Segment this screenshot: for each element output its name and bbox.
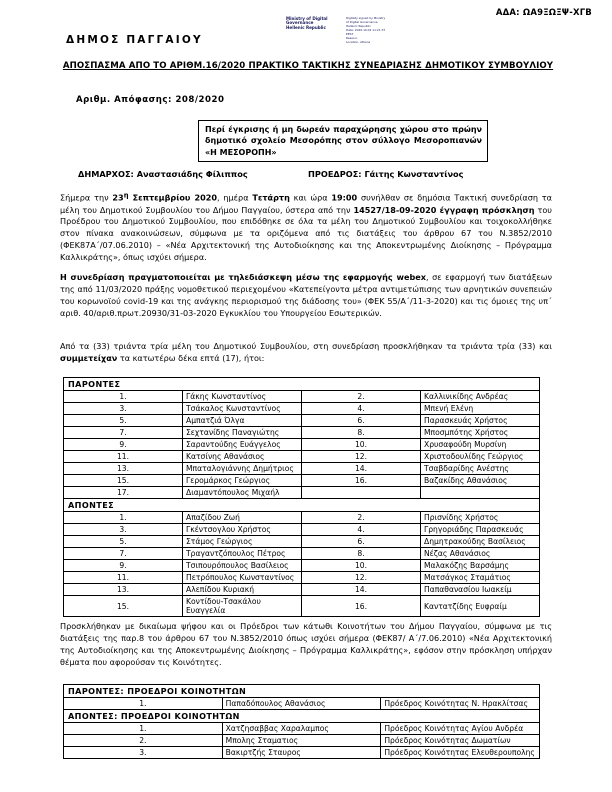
member-name: Γάκης Κωνσταντίνος [183, 391, 302, 403]
member-name: Κατσίνης Αθανάσιος [183, 451, 302, 463]
community-president-role: Πρόεδρος Κοινότητας Ελευθερουπολης [381, 747, 540, 759]
row-index: 1. [64, 512, 183, 524]
digital-signature-stamp [286, 17, 420, 44]
p1-protocol-number: 14527/18-09-2020 έγγραφη πρόσκληση [353, 204, 535, 215]
table-row [64, 524, 540, 536]
row-index: 10. [302, 439, 421, 451]
row-index: 11. [64, 572, 183, 584]
member-name: Πετρόπουλος Κωνσταντίνος [183, 572, 302, 584]
member-name: Γκέντσογλου Χρήστος [183, 524, 302, 536]
member-name: Καλλινικίδης Ανδρέας [421, 391, 540, 403]
member-name: Σεχτανίδης Παναγιώτης [183, 427, 302, 439]
stamp-org-line-1: Ministry of Digital [286, 16, 328, 21]
member-name: Σαραντούδης Ευάγγελος [183, 439, 302, 451]
p2-text: , σε εφαρμογή των διατάξεων της από 11/03/2020 πράξης νομοθετικού περιεχομένου «Κατεπείγοντα μέτρα αντιμετώπισης των αρνητικών συνεπειών του κορωνοϊού covid-19 και της ανάγκης περιορισμού της διάδοσης του» (ΦΕΚ 55/Α΄/11-3-2020) και τις όμοιες της υπ΄ αριθ. 40/αριθ.πρωτ.20930/31-03-2020 Εγκυκλίου του Υπουργείου Εσωτερικών. [60, 272, 553, 318]
p1-weekday: Τετάρτη [252, 192, 290, 203]
p1-text-4: συνήλθαν σε δημόσια Τακτική συνεδρίαση τα μέλη του Δημοτικού Συμβουλίου του Δήμου Παγγαίου, ύστερα από την [60, 192, 552, 215]
p1-month: Σεπτεμβρίου 2020 [128, 192, 217, 203]
present-communities-section-header: ΠΑΡΟΝΤΕΣ: ΠΡΟΕΔΡΟΙ ΚΟΙΝΟΤΗΤΩΝ [64, 685, 540, 698]
table-row [64, 487, 540, 499]
member-name: Διαμαντόπουλος Μιχαήλ [183, 487, 302, 499]
table-row [64, 403, 540, 415]
stamp-detail-line-4: Date: 2020.10.02 11:21:37 [346, 27, 386, 32]
p3-text-2: τα κατωτέρω δέκα επτά (17), ήτοι: [117, 352, 265, 363]
table-row [64, 747, 540, 759]
row-index [302, 487, 421, 499]
table-section-header-row [64, 378, 540, 391]
subject-box: Περί έγκρισης ή μη δωρεάν παραχώρησης χώρου στο πρώην δημοτικό σχολείο Μεσορόπης στον σύλλογο Μεσοροπιανών «Η ΜΕΣΟΡΟΠΗ» [198, 120, 488, 162]
community-president-role: Πρόεδρος Κοινότητας Αγίου Ανδρέα [381, 723, 540, 735]
row-index: 4. [302, 524, 421, 536]
row-index: 12. [302, 572, 421, 584]
table-row [64, 451, 540, 463]
table-section-header-row [64, 499, 540, 512]
row-index: 5. [64, 536, 183, 548]
paragraph-community-presidents: Προσκλήθηκαν με δικαίωμα ψήφου και οι Πρόεδροι των κάτωθι Κοινοτήτων του Δήμου Παγγαίου, σύμφωνα με τις διατάξεις της παρ.8 του άρθρου 67 του Ν.3852/2010 όπως ισχύει σήμερα (ΦΕΚ87/ Α΄/7.06.2010) «Νέα Αρχιτεκτονική της Αυτοδιοίκησης και της Αποκεντρωμένης Διοίκησης – Πρόγραμμα Καλλικράτης», εφόσον στην πρόσκληση υπήρχαν θέματα που αφορούσαν τις Κοινότητες. [60, 621, 552, 667]
member-name: Μπαταλογιάννης Δημήτριος [183, 463, 302, 475]
row-index: 6. [302, 536, 421, 548]
row-index: 10. [302, 560, 421, 572]
row-index: 3. [64, 747, 223, 759]
p1-date-suffix: η [123, 191, 129, 199]
council-members-table [63, 377, 540, 617]
table-row [64, 698, 540, 710]
member-name: Στάμος Γεώργιος [183, 536, 302, 548]
member-name: Τσαβδαρίδης Ανέστης [421, 463, 540, 475]
officials-row [78, 169, 548, 179]
row-index: 14. [302, 463, 421, 475]
member-name: Δημητρακούδης Βασίλειος [421, 536, 540, 548]
row-index: 1. [64, 391, 183, 403]
paragraph-session-convening [60, 191, 552, 264]
table-row [64, 415, 540, 427]
p1-text-5: του Προέδρου του Δημοτικού Συμβουλίου, που επιδόθηκε σε όλα τα μέλη του Δημοτικού Συμβουλίου και τοιχοκολλήθηκε στον πίνακα ανακοινώσεων, σύμφωνα με τα οριζόμενα από τις διατάξεις του άρθρου 67 του Ν.3852/2010 (ΦΕΚ87Α΄/07.06.2010) – «Νέα Αρχιτεκτονική της Αυτοδιοίκησης και της Αποκεντρωμένης Διοίκησης – Πρόγραμμα Καλλικράτης», όπως ισχύει σήμερα. [60, 204, 552, 263]
community-president-role: Πρόεδρος Κοινότητας Ν. Ηρακλίτσας [381, 698, 540, 710]
table-row [64, 512, 540, 524]
row-index: 7. [64, 548, 183, 560]
row-index: 6. [302, 415, 421, 427]
member-name: Αμπατζιά Όλγα [183, 415, 302, 427]
row-index: 2. [302, 391, 421, 403]
absent-section-header: ΑΠΟΝΤΕΣ [64, 499, 540, 512]
p1-time: 19:00 [331, 192, 358, 203]
row-index: 11. [64, 451, 183, 463]
row-index: 8. [302, 548, 421, 560]
stamp-detail-line-6: Reason: [346, 35, 358, 40]
member-name: Νέζας Αθανάσιος [421, 548, 540, 560]
table-row [64, 391, 540, 403]
member-name: Ματσάγκος Σταμάτιος [421, 572, 540, 584]
p1-text-2: , ημέρα [217, 192, 253, 203]
absent-communities-section-header: ΑΠΟΝΤΕΣ: ΠΡΟΕΔΡΟΙ ΚΟΙΝΟΤΗΤΩΝ [64, 710, 540, 723]
table-row [64, 560, 540, 572]
president-label: ΠΡΟΕΔΡΟΣ: [308, 169, 362, 179]
member-name: Χρυσαφούδη Μυρσίνη [421, 439, 540, 451]
p3-text-1: Από τα (33) τριάντα τρία μέλη του Δημοτικού Συμβουλίου, στη συνεδρίαση προσκλήθηκαν τα τριάντα τρία (33) και [60, 341, 552, 351]
row-index: 16. [302, 596, 421, 617]
page-title: ΑΠΟΣΠΑΣΜΑ ΑΠΟ ΤΟ ΑΡΙΘΜ.16/2020 ΠΡΑΚΤΙΚΟ ΤΑΚΤΙΚΗΣ ΣΥΝΕΔΡΙΑΣΗΣ ΔΗΜΟΤΙΚΟΥ ΣΥΜΒΟΥΛΙΟΥ [62, 61, 554, 71]
stamp-org-line-3: Hellenic Republic [286, 24, 326, 30]
row-index: 2. [302, 512, 421, 524]
member-name: Καντατζίδης Ευφραίμ [421, 596, 540, 617]
member-name: Τραγαντζόπουλος Πέτρος [183, 548, 302, 560]
row-index: 12. [302, 451, 421, 463]
table-row [64, 572, 540, 584]
row-index: 7. [64, 427, 183, 439]
table-row [64, 439, 540, 451]
table-row [64, 427, 540, 439]
row-index: 9. [64, 439, 183, 451]
p1-text-1: Σήμερα την [60, 192, 113, 203]
row-index: 15. [64, 596, 183, 617]
table-row [64, 723, 540, 735]
member-name: Μποσμπότης Χρήστος [421, 427, 540, 439]
president-name: Γάιτης Κωνσταντίνος [364, 169, 464, 179]
stamp-detail-line-1: Digitally signed by Ministry [346, 16, 386, 20]
table-row [64, 584, 540, 596]
community-president-name: Βακιρτζής Σταυρος [222, 747, 381, 759]
member-name: Απαζίδου Ζωή [183, 512, 302, 524]
paragraph-attendance-summary [60, 341, 552, 365]
row-index: 9. [64, 560, 183, 572]
municipality-title: ΔΗΜΟΣ ΠΑΓΓΑΙΟΥ [66, 34, 203, 46]
row-index: 2. [64, 735, 223, 747]
mayor-entry [78, 169, 308, 179]
member-name: Βαζακίδης Αθανάσιος [421, 475, 540, 487]
row-index: 8. [302, 427, 421, 439]
member-name: Παπαθανασίου Ιωακείμ [421, 584, 540, 596]
member-name: Αλεπίδου Κυριακή [183, 584, 302, 596]
row-index: 15. [64, 475, 183, 487]
member-name: Μαλακόζης Βαρσάμης [421, 560, 540, 572]
member-name: Τσάκαλος Κωνσταντίνος [183, 403, 302, 415]
table-section-header-row [64, 710, 540, 723]
row-index: 3. [64, 403, 183, 415]
present-section-header: ΠΑΡΟΝΤΕΣ [64, 378, 540, 391]
member-name [421, 487, 540, 499]
mayor-label: ΔΗΜΑΡΧΟΣ: [78, 169, 134, 179]
member-name: Γερομάρκος Γεώργιος [183, 475, 302, 487]
stamp-org-line-2: Governance [286, 20, 314, 26]
table-row [64, 475, 540, 487]
row-index: 5. [64, 415, 183, 427]
p3-bold-participated: συμμετείχαν [60, 352, 118, 363]
president-entry [308, 169, 548, 179]
row-index: 17. [64, 487, 183, 499]
member-name: Μπενή Ελένη [421, 403, 540, 415]
member-name: Πρισνίδης Χρήστος [421, 512, 540, 524]
table-row [64, 548, 540, 560]
row-index: 1. [64, 723, 223, 735]
members-table-body [64, 378, 540, 617]
stamp-detail-line-5: EEST [346, 31, 354, 36]
row-index: 1. [64, 698, 223, 710]
stamp-detail-line-7: Location: Athens [346, 39, 371, 44]
member-name: Τσιπουρόπουλος Βασίλειος [183, 560, 302, 572]
community-president-name: Παπαδόπουλος Αθανάσιος [222, 698, 381, 710]
community-president-role: Πρόεδρος Κοινότητας Δωματίων [381, 735, 540, 747]
table-row [64, 735, 540, 747]
p1-text-3: και ώρα [289, 192, 332, 203]
stamp-details [346, 17, 420, 44]
communities-table-body [64, 685, 540, 759]
row-index: 13. [64, 584, 183, 596]
row-index: 14. [302, 584, 421, 596]
p1-date: 23 [112, 192, 124, 203]
paragraph-teleconference [60, 272, 552, 320]
row-index: 4. [302, 403, 421, 415]
community-president-name: Μπολης Σταματιος [222, 735, 381, 747]
ada-code: ΑΔΑ: ΩΑ9ΞΩΞΨ-ΧΓΒ [495, 8, 592, 18]
table-row [64, 463, 540, 475]
decision-number: Αριθμ. Απόφασης: 208/2020 [76, 95, 225, 105]
stamp-detail-line-2: of Digital Governance, [346, 19, 379, 24]
community-president-name: Χατζησαββας Χαραλαμπος [222, 723, 381, 735]
row-index: 16. [302, 475, 421, 487]
p2-bold-lead: Η συνεδρίαση πραγματοποιείται με τηλεδιάσκεψη μέσω της εφαρμογής webex [60, 272, 426, 282]
table-row [64, 596, 540, 617]
mayor-name: Αναστασιάδης Φίλιππος [136, 169, 248, 179]
member-name: Κοντίδου-Τσακάλου Ευαγγελία [183, 596, 302, 617]
member-name: Γρηγοριάδης Παρασκευάς [421, 524, 540, 536]
row-index: 13. [64, 463, 183, 475]
member-name: Παρασκευάς Χρήστος [421, 415, 540, 427]
table-section-header-row [64, 685, 540, 698]
stamp-detail-line-3: Hellenic Republic [346, 23, 371, 28]
row-index: 3. [64, 524, 183, 536]
community-presidents-table [63, 684, 540, 759]
table-row [64, 536, 540, 548]
member-name: Χριστοδουλίδης Γεώργιος [421, 451, 540, 463]
stamp-organization [286, 17, 342, 30]
